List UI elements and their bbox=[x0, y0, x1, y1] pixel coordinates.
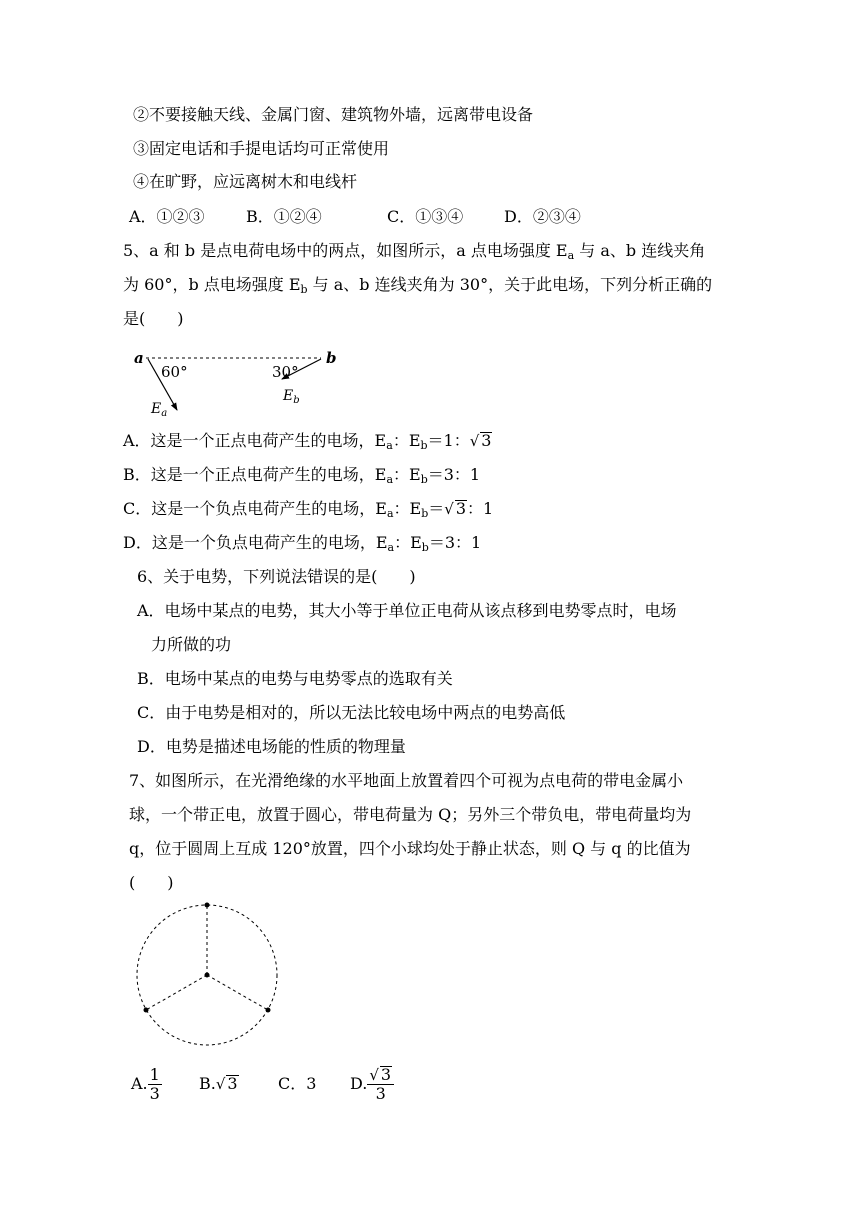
radius-right bbox=[207, 975, 268, 1010]
q7-options bbox=[131, 1064, 394, 1104]
q5-option-b[interactable]: B．这是一个正点电荷产生的电场，$E_a$：$E_b=3$：1 bbox=[123, 465, 481, 486]
q5-option-c[interactable]: C．这是一个负点电荷产生的电场，$E_a$：$E_b=√$ 3：1 bbox=[123, 499, 494, 520]
eb-label: $E_b$ bbox=[283, 388, 300, 406]
q7-stem-line-1: 7、如图所示，在光滑绝缘的水平地面上放置着四个可视为点电荷的带电金属小 bbox=[129, 771, 684, 790]
point-b-label: b bbox=[326, 349, 337, 367]
q6-stem: 6、关于电势，下列说法错误的是( ) bbox=[137, 567, 416, 586]
q6-option-a-continued: 力所做的功 bbox=[151, 635, 232, 654]
q6-option-d[interactable]: D．电势是描述电场能的性质的物理量 bbox=[137, 737, 406, 756]
q5-stem-line-2: 为 60°，b 点电场强度 $E_b$ 与 a、b 连线夹角为 30°，关于此电场，下列分析正确的 bbox=[123, 275, 713, 296]
right-charge-dot bbox=[266, 1008, 271, 1013]
angle-60-label: 60° bbox=[161, 363, 188, 381]
q4-item-4: ④在旷野，应远离树木和电线杆 bbox=[133, 172, 358, 191]
q7-stem-line-2: 球，一个带正电，放置于圆心，带电荷量为 Q；另外三个带负电，带电荷量均为 bbox=[129, 805, 692, 824]
q5-option-a[interactable]: A．这是一个正点电荷产生的电场，$E_a$：$E_b=1$：√ 3 bbox=[123, 431, 492, 452]
q4-option-d[interactable]: D．②③④ bbox=[504, 207, 581, 226]
q7-option-b[interactable]: B.√ 3 bbox=[199, 1074, 238, 1093]
left-charge-dot bbox=[144, 1008, 149, 1013]
q5-field-diagram bbox=[128, 345, 338, 420]
q5-stem-line-3: 是( ) bbox=[123, 309, 184, 328]
q4-option-b[interactable]: B．①②④ bbox=[246, 207, 322, 226]
center-charge-dot bbox=[205, 973, 210, 978]
ea-label: $E_a$ bbox=[151, 401, 168, 419]
q7-charge-diagram bbox=[130, 898, 285, 1053]
q7-option-c[interactable]: C．3 bbox=[278, 1074, 317, 1093]
q6-option-c[interactable]: C．由于电势是相对的，所以无法比较电场中两点的电势高低 bbox=[137, 703, 566, 722]
angle-30-label: 30° bbox=[272, 363, 299, 381]
q5-stem-line-1: 5、a 和 b 是点电荷电场中的两点，如图所示，a 点电场强度 $E_a$ 与 a、b 连线夹角 bbox=[123, 241, 706, 262]
q7-option-d[interactable]: D. $\frac{√ 3}{3}$ bbox=[350, 1064, 394, 1104]
q4-options bbox=[129, 206, 581, 228]
top-charge-dot bbox=[205, 903, 210, 908]
q4-item-3: ③固定电话和手提电话均可正常使用 bbox=[133, 139, 390, 158]
q6-option-a[interactable]: A．电场中某点的电势，其大小等于单位正电荷从该点移到电势零点时，电场 bbox=[137, 601, 677, 620]
q7-stem-line-3: q，位于圆周上互成 120°放置，四个小球均处于静止状态，则 Q 与 q 的比值为 bbox=[129, 839, 691, 858]
q6-option-b[interactable]: B．电场中某点的电势与电势零点的选取有关 bbox=[137, 669, 453, 688]
q4-option-a[interactable]: A．①②③ bbox=[129, 207, 205, 226]
q5-option-d[interactable]: D．这是一个负点电荷产生的电场，$E_a$：$E_b=3$：1 bbox=[123, 533, 482, 554]
q7-stem-line-4: ( ) bbox=[129, 873, 174, 892]
point-a-label: a bbox=[134, 349, 144, 367]
q4-item-2: ②不要接触天线、金属门窗、建筑物外墙，远离带电设备 bbox=[133, 105, 534, 124]
radius-left bbox=[146, 975, 207, 1010]
q4-option-c[interactable]: C．①③④ bbox=[387, 207, 464, 226]
q7-option-a[interactable]: A. $\frac{1}{3}$ bbox=[131, 1065, 160, 1103]
